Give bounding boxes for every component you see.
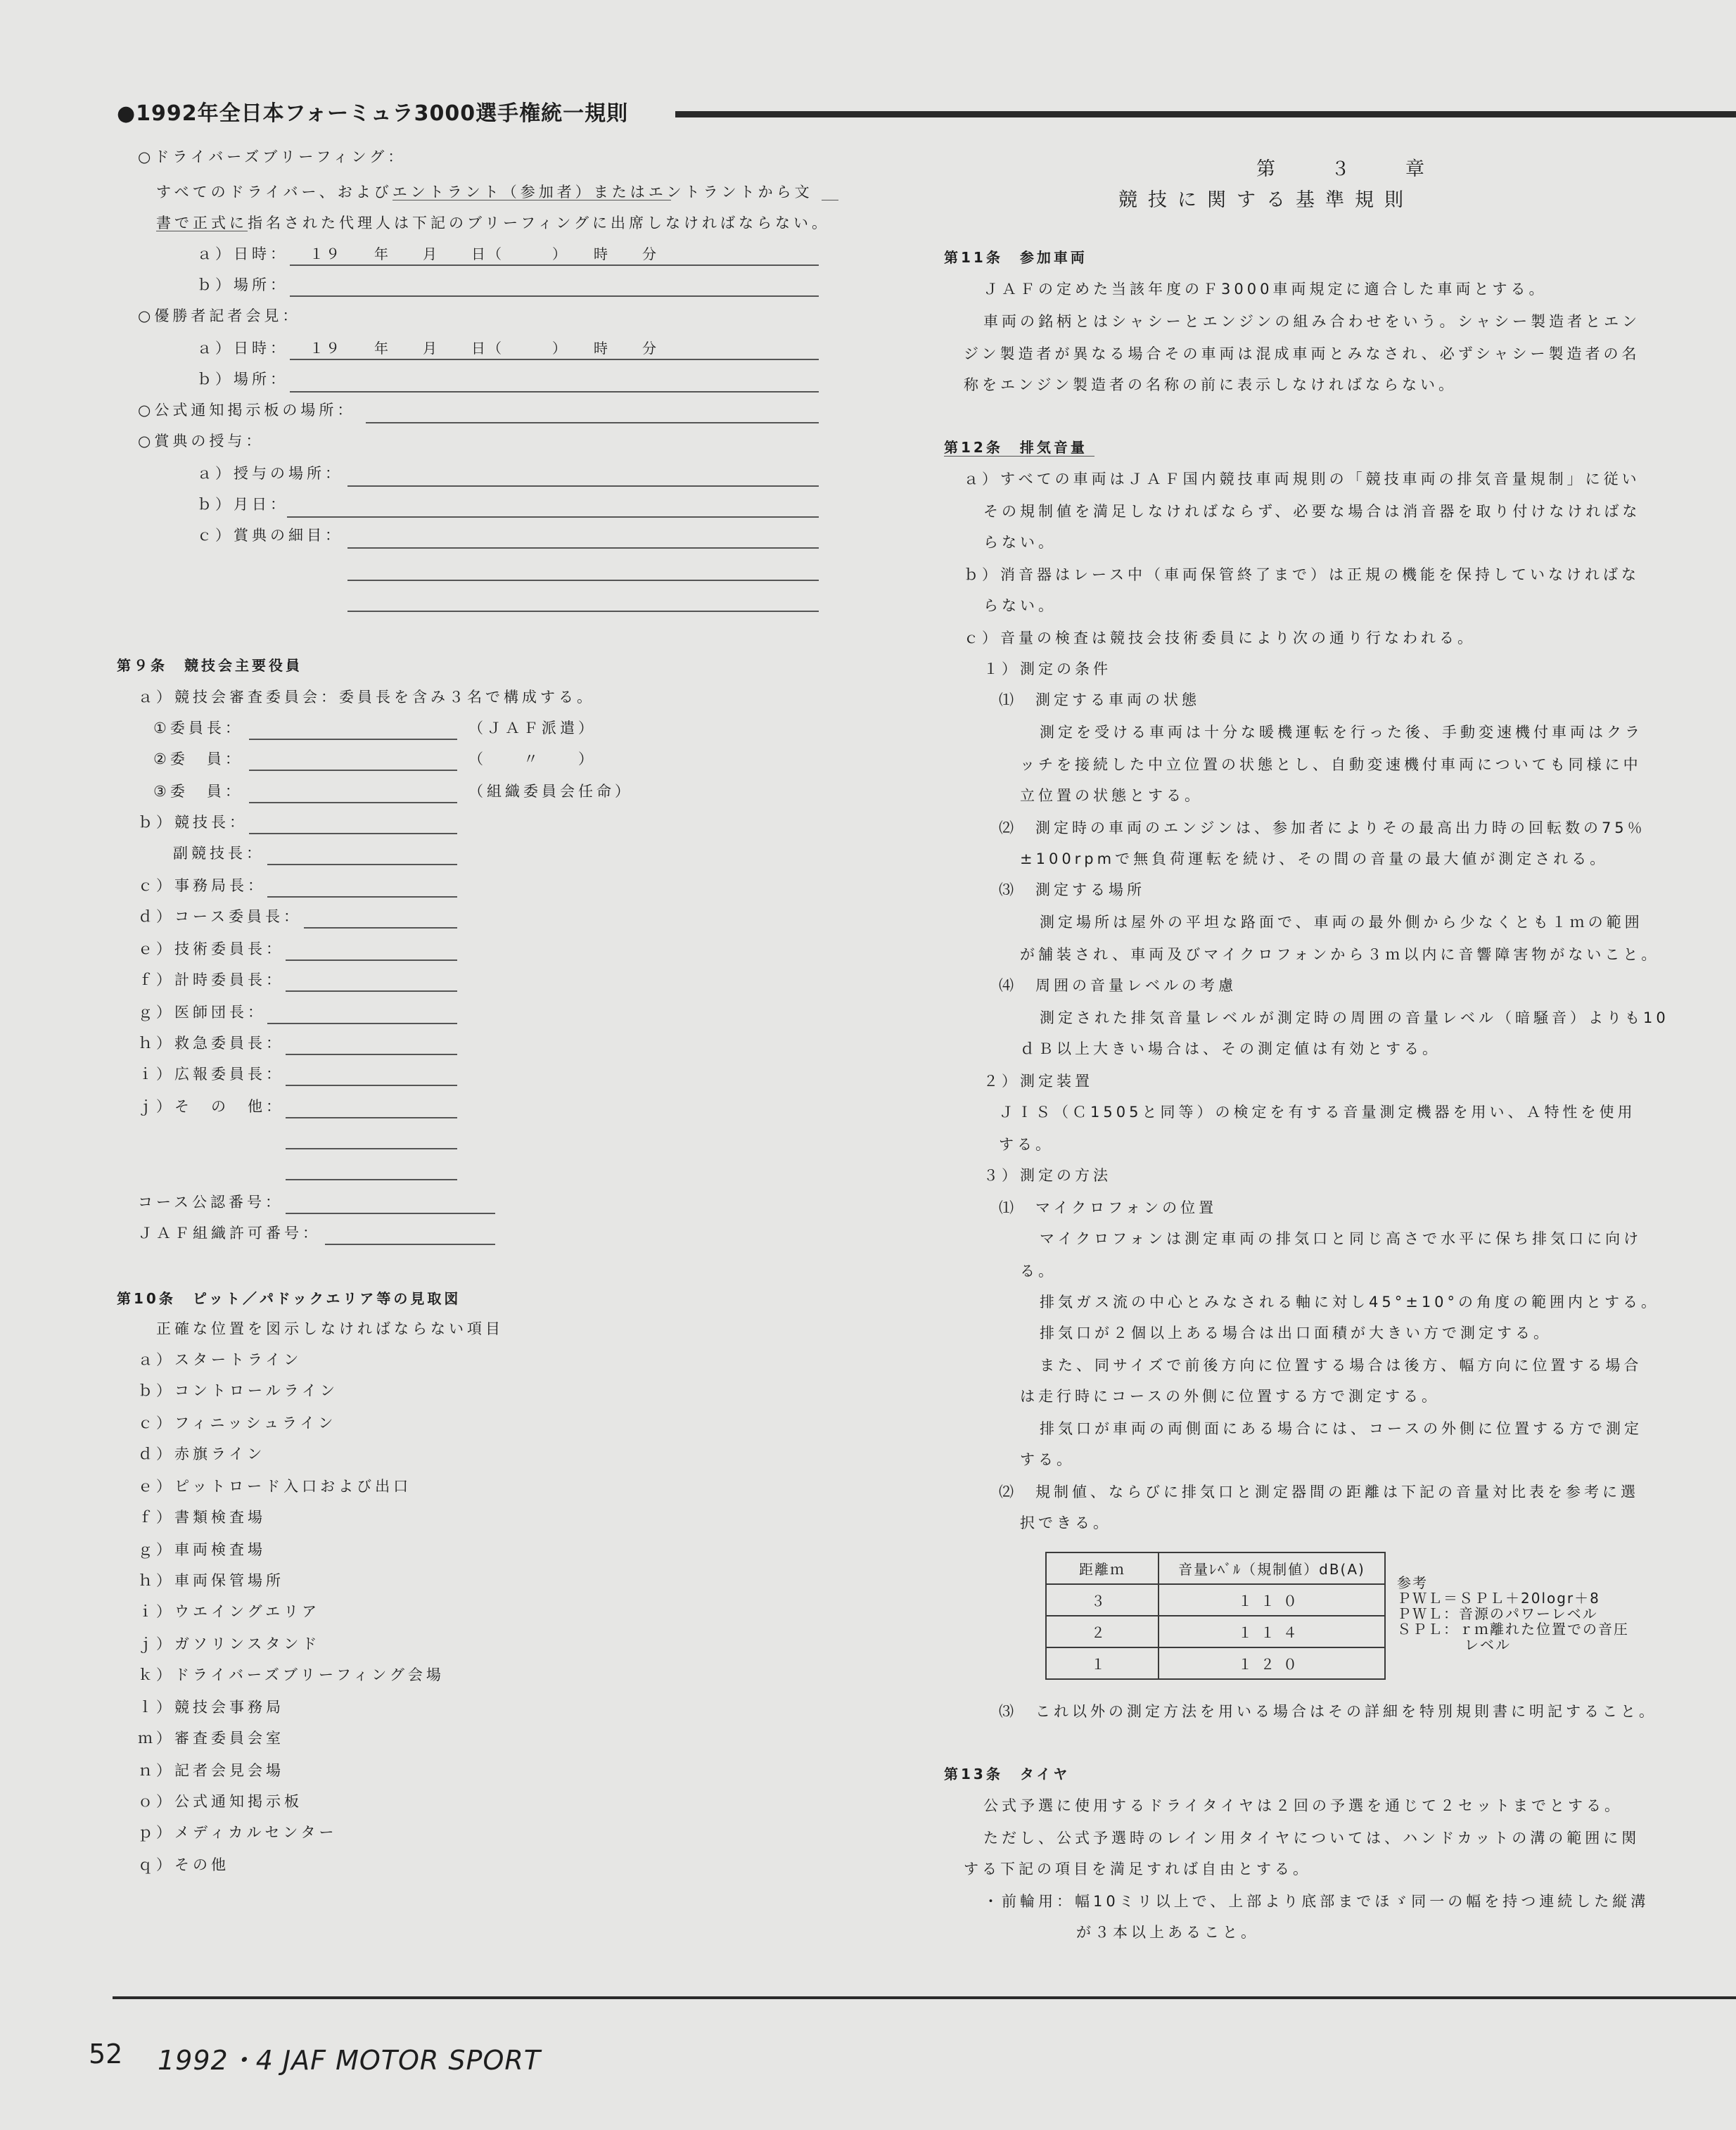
table-note-4: レベル	[1464, 1636, 1511, 1653]
table-cell-level: １２０	[1159, 1647, 1385, 1679]
briefing-para-2: 書で正式に指名された代理人は下記のブリーフィングに出席しなければならない。	[156, 215, 831, 231]
art9-member3-label: ③委 員：	[153, 783, 243, 800]
table-header-distance: 距離ｍ	[1046, 1552, 1159, 1584]
art13-line-4: ・前輪用：幅10ミリ以上で、上部より底部までほゞ同一の幅を持つ連続した縦溝	[983, 1893, 1649, 1910]
article-13-heading: 第13条 タイヤ	[944, 1766, 1071, 1783]
magazine-title: 1992・4 JAF MOTOR SPORT	[158, 2045, 541, 2076]
art9-b2-field[interactable]	[267, 864, 457, 865]
table-row	[1046, 1647, 1385, 1679]
award-place-label: ａ）授与の場所：	[197, 465, 343, 482]
art12-sec1-1-c: 立位置の状態とする。	[1020, 787, 1203, 804]
table-cell-level: １１０	[1159, 1584, 1385, 1616]
art10-item-o: ｏ）公式通知掲示板	[138, 1793, 302, 1810]
art9-j-field-3[interactable]	[286, 1179, 457, 1180]
art9-d-label: ｄ）コース委員長：	[138, 908, 302, 925]
art9-j-field-1[interactable]	[286, 1117, 457, 1118]
art12-sec3-1-a: マイクロフォンは測定車両の排気口と同じ高さで水平に保ち排気口に向け	[1040, 1230, 1642, 1247]
art12-b-2: らない。	[983, 597, 1057, 614]
art12-sec1-4: ⑷ 周囲の音量レベルの考慮	[999, 977, 1237, 994]
art9-b-field[interactable]	[249, 833, 457, 834]
jaf-no-field[interactable]	[325, 1244, 495, 1245]
table-note-title: 参考	[1397, 1574, 1428, 1591]
article-11-heading: 第11条 参加車両	[944, 249, 1087, 266]
art12-sec3-1: ⑴ マイクロフォンの位置	[999, 1199, 1218, 1216]
art9-member3-field[interactable]	[249, 802, 457, 803]
art11-line-4: 称をエンジン製造者の名称の前に表示しなければならない。	[964, 376, 1457, 393]
art10-item-d: ｄ）赤旗ライン	[138, 1446, 266, 1462]
art9-chair-field[interactable]	[249, 739, 457, 740]
art12-sec3-1-g: 排気口が車両の両側面にある場合には、コースの外側に位置する方で測定	[1040, 1420, 1642, 1437]
briefing-label: ○ドライバーズブリーフィング：	[138, 148, 407, 165]
art12-sec1-4-a: 測定された排気音量レベルが測定時の周囲の音量レベル（暗騒音）よりも10	[1040, 1009, 1669, 1026]
art12-sec2: ２）測定装置	[983, 1073, 1093, 1090]
art12-sec1-3-a: 測定場所は屋外の平坦な路面で、車両の最外側から少なくとも１ｍの範囲	[1040, 914, 1643, 931]
winner-label: ○優勝者記者会見：	[138, 307, 301, 324]
art9-h-field[interactable]	[286, 1054, 457, 1055]
art10-item-m: ｍ）審査委員会室	[138, 1730, 284, 1747]
art12-sec3-1-c: 排気ガス流の中心とみなされる軸に対し45°±10°の角度の範囲内とする。	[1040, 1294, 1660, 1310]
art9-g-label: ｇ）医師団長：	[138, 1004, 266, 1021]
award-label: ○賞典の授与：	[138, 433, 264, 449]
course-no-label: コース公認番号：	[138, 1194, 283, 1211]
art12-sec1-2-a: ⑵ 測定時の車両のエンジンは、参加者によりその最高出力時の回転数の75％	[999, 820, 1646, 836]
table-cell-level: １１４	[1159, 1616, 1385, 1647]
table-note-2: ＰＷＬ：音源のパワーレベル	[1397, 1605, 1598, 1622]
art9-b-label: ｂ）競技長：	[138, 814, 248, 831]
art10-item-c: ｃ）フィニッシュライン	[138, 1415, 337, 1431]
course-no-field[interactable]	[286, 1213, 495, 1214]
art9-member2-label: ②委 員：	[153, 751, 243, 767]
table-cell-distance: １	[1046, 1647, 1159, 1679]
art10-intro: 正確な位置を図示しなければならない項目	[156, 1320, 504, 1337]
article-10-heading: 第10条 ピット／パドックエリア等の見取図	[117, 1290, 461, 1307]
briefing-date-text: １９ 年 月 日（ ） 時 分	[309, 245, 658, 262]
briefing-place-label: ｂ）場所：	[197, 276, 288, 293]
art12-sec3-1-e: また、同サイズで前後方向に位置する場合は後方、幅方向に位置する場合	[1040, 1357, 1642, 1374]
header-rule	[675, 111, 1736, 117]
art9-j-field-2[interactable]	[286, 1148, 457, 1149]
art9-j-label: ｊ）そ の 他：	[138, 1098, 284, 1115]
art12-sec2-b: する。	[999, 1136, 1054, 1153]
art12-b-1: ｂ）消音器はレース中（車両保管終了まで）は正規の機能を保持していなければな	[964, 566, 1640, 583]
art9-c-field[interactable]	[267, 896, 457, 898]
art9-e-field[interactable]	[286, 959, 457, 961]
table-cell-distance: ２	[1046, 1616, 1159, 1647]
article-9-heading: 第９条 競技会主要役員	[117, 657, 302, 674]
art10-item-e: ｅ）ピットロード入口および出口	[138, 1478, 412, 1495]
sound-level-table	[1045, 1552, 1386, 1680]
award-detail-field-3[interactable]	[347, 611, 819, 612]
art9-c-label: ｃ）事務局長：	[138, 877, 266, 894]
table-header-row	[1046, 1552, 1385, 1584]
art12-sec1-1-b: ッチを接続した中立位置の状態とし、自動変速機付車両についても同様に中	[1020, 756, 1642, 773]
art12-a-1: ａ）すべての車両はＪＡＦ国内競技車両規則の「競技車両の排気音量規制」に従い	[964, 471, 1640, 487]
art10-item-k: ｋ）ドライバーズブリーフィング会場	[138, 1666, 445, 1683]
art12-sec1-2-b: ±100rpmで無負荷運転を続け、その間の音量の最大値が測定される。	[1020, 850, 1609, 867]
art10-item-g: ｇ）車両検査場	[138, 1541, 266, 1558]
art12-sec3-3: ⑶ これ以外の測定方法を用いる場合はその詳細を特別規則書に明記すること。	[999, 1703, 1657, 1720]
art9-f-field[interactable]	[286, 990, 457, 992]
footer-rule	[113, 1996, 1736, 1999]
art13-line-2: ただし、公式予選時のレイン用タイヤについては、ハンドカットの溝の範囲に関	[983, 1830, 1640, 1847]
chapter-title: 競技に関する基準規則	[1118, 189, 1414, 211]
notice-board-field[interactable]	[366, 422, 819, 423]
art9-chair-note: （ＪＡＦ派遣）	[468, 720, 596, 736]
art12-sec3-1-f: は走行時にコースの外側に位置する方で測定する。	[1020, 1388, 1440, 1405]
art10-item-h: ｈ）車両保管場所	[138, 1572, 284, 1589]
art10-item-l: ｌ）競技会事務局	[138, 1699, 284, 1716]
table-note-1: ＰＷＬ＝ＳＰＬ＋20logr＋8	[1397, 1590, 1600, 1607]
art12-sec3-1-h: する。	[1020, 1451, 1075, 1468]
art13-line-5: が３本以上あること。	[1076, 1924, 1259, 1941]
chapter-number: 第 ３ 章	[1256, 158, 1443, 180]
art12-sec3: ３）測定の方法	[983, 1167, 1111, 1184]
award-detail-field-1[interactable]	[347, 547, 819, 549]
art11-line-3: ジン製造者が異なる場合その車両は混成車両とみなされ、必ずシャシー製造者の名	[964, 345, 1640, 362]
briefing-para-1: すべてのドライバー、およびエントラント（参加者）またはエントラントから文	[156, 184, 813, 200]
table-note-3: ＳＰＬ：ｒｍ離れた位置での音圧	[1397, 1621, 1629, 1638]
art13-line-1: 公式予選に使用するドライタイヤは２回の予選を通じて２セットまでとする。	[983, 1797, 1623, 1814]
winner-place-field[interactable]	[290, 391, 819, 393]
award-detail-label: ｃ）賞典の細目：	[197, 527, 343, 544]
art12-c: ｃ）音量の検査は競技会技術委員により次の通り行なわれる。	[964, 630, 1476, 646]
art9-member2-note: （ 〃 ）	[468, 751, 596, 767]
art12-sec1-1: ⑴ 測定する車両の状態	[999, 691, 1200, 708]
art12-sec1-3-b: が舗装され、車両及びマイクロフォンから３ｍ以内に音響障害物がないこと。	[1020, 946, 1660, 963]
winner-date-text: １９ 年 月 日（ ） 時 分	[309, 340, 658, 357]
art12-a-2: その規制値を満足しなければならず、必要な場合は消音器を取り付けなければな	[983, 503, 1641, 520]
art12-sec3-2-a: ⑵ 規制値、ならびに排気口と測定器間の距離は下記の音量対比表を参考に選	[999, 1484, 1639, 1500]
winner-place-label: ｂ）場所：	[197, 371, 288, 388]
art12-sec3-1-d: 排気口が２個以上ある場合は出口面積が大きい方で測定する。	[1040, 1325, 1552, 1341]
art9-b2-label: 副競技長：	[173, 845, 264, 862]
art9-member2-field[interactable]	[249, 770, 457, 771]
art13-line-3: する下記の項目を満足すれば自由とする。	[964, 1861, 1311, 1877]
art12-a-3: らない。	[983, 534, 1057, 551]
art12-sec1-1-a: 測定を受ける車両は十分な暖機運転を行った後、手動変速機付車両はクラ	[1040, 724, 1643, 741]
art9-member3-note: （組織委員会任命）	[468, 783, 633, 800]
award-place-field[interactable]	[347, 485, 819, 487]
table-cell-distance: ３	[1046, 1584, 1159, 1616]
award-date-field[interactable]	[287, 516, 819, 518]
page-header-title: ●1992年全日本フォーミュラ3000選手権統一規則	[117, 101, 629, 126]
art11-line-2: 車両の銘柄とはシャシーとエンジンの組み合わせをいう。シャシー製造者とエン	[983, 313, 1641, 330]
winner-date-field[interactable]	[290, 359, 819, 360]
art9-f-label: ｆ）計時委員長：	[138, 971, 284, 988]
art12-sec1-3: ⑶ 測定する場所	[999, 881, 1145, 898]
art12-sec3-1-b: る。	[1020, 1263, 1057, 1280]
art9-h-label: ｈ）救急委員長：	[138, 1035, 284, 1052]
art10-item-f: ｆ）書類検査場	[138, 1509, 266, 1526]
article-12-heading: 第12条 排気音量	[944, 439, 1087, 456]
art10-item-j: ｊ）ガソリンスタンド	[138, 1635, 321, 1652]
art12-sec1: １）測定の条件	[983, 661, 1111, 677]
art9-d-field[interactable]	[304, 927, 457, 929]
art9-i-field[interactable]	[286, 1085, 457, 1086]
award-detail-field-2[interactable]	[347, 580, 819, 581]
art10-item-n: ｎ）記者会見会場	[138, 1762, 284, 1779]
art10-item-i: ｉ）ウエイングエリア	[138, 1603, 321, 1620]
art12-heading-underline	[944, 456, 1094, 457]
table-row	[1046, 1616, 1385, 1647]
art9-i-label: ｉ）広報委員長：	[138, 1066, 284, 1083]
art10-item-b: ｂ）コントロールライン	[138, 1382, 338, 1399]
art9-g-field[interactable]	[267, 1023, 457, 1024]
art9-chair-label: ①委員長：	[153, 720, 243, 736]
briefing-date-label: ａ）日時：	[197, 245, 288, 262]
art12-sec1-4-b: ｄＢ以上大きい場合は、その測定値は有効とする。	[1020, 1040, 1441, 1057]
art10-item-a: ａ）スタートライン	[138, 1351, 302, 1368]
art10-item-p: ｐ）メディカルセンター	[138, 1824, 338, 1841]
table-row	[1046, 1584, 1385, 1616]
art11-line-1: ＪＡＦの定めた当該年度のＦ3000車両規定に適合した車両とする。	[983, 281, 1547, 298]
jaf-no-label: ＪＡＦ組織許可番号：	[138, 1225, 321, 1242]
art9-e-label: ｅ）技術委員長：	[138, 940, 284, 957]
briefing-place-field[interactable]	[290, 295, 819, 297]
notice-board-label: ○公式通知掲示板の場所：	[138, 402, 356, 419]
art12-sec3-2-b: 択できる。	[1020, 1514, 1111, 1531]
winner-date-label: ａ）日時：	[197, 340, 288, 357]
briefing-date-field[interactable]	[290, 264, 819, 266]
award-date-label: ｂ）月日：	[197, 496, 288, 513]
art10-item-q: ｑ）その他	[138, 1856, 229, 1873]
art12-sec2-a: ＪＩＳ（Ｃ1505と同等）の検定を有する音量測定機器を用い、Ａ特性を使用	[999, 1104, 1636, 1121]
art9-a: ａ）競技会審査委員会：委員長を含み３名で構成する。	[138, 689, 595, 706]
table-header-level: 音量ﾚﾍﾞﾙ（規制値）dB(A)	[1159, 1552, 1385, 1584]
page-number: 52	[89, 2039, 123, 2070]
